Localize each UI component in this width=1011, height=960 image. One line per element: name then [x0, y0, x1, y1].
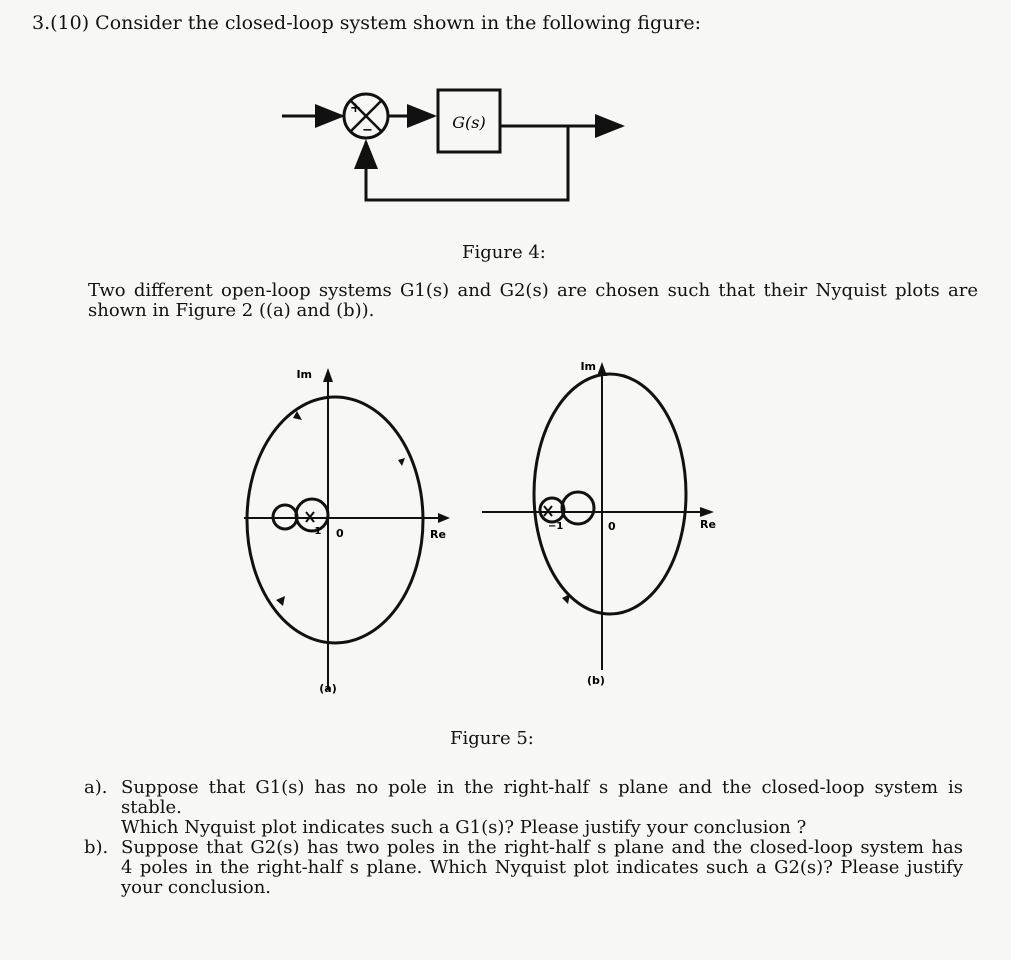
nyquist-loop-medium: [562, 492, 594, 524]
block-diagram: [270, 80, 640, 210]
curve-arrowhead-lower: [276, 596, 285, 606]
question-b-line-2: 4 poles in the right-half s plane. Which Nyquist plot indicates such a G2(s)? Please justify: [121, 857, 963, 878]
intro-paragraph: [88, 281, 978, 321]
im-label: Im: [580, 360, 596, 373]
real-axis-arrowhead: [438, 513, 450, 523]
im-label: Im: [296, 368, 312, 381]
curve-arrowhead-lower: [562, 594, 570, 604]
intro-line-2: shown in Figure 2 ((a) and (b)).: [88, 300, 375, 321]
feedback-path: [366, 126, 568, 200]
nyquist-loop-small: [540, 498, 564, 522]
re-label: Re: [430, 528, 446, 541]
summing-junction: [344, 94, 388, 138]
question-b-label: b).: [84, 837, 109, 858]
real-axis-arrowhead: [700, 507, 714, 517]
question-a-line-1: Suppose that G1(s) has no pole in the right-half s plane and the closed-loop system is stable.: [121, 777, 963, 818]
question-b-line-3: your conclusion.: [121, 877, 272, 898]
intro-line-1: Two different open-loop systems G1(s) and G2(s) are chosen such that their Nyquist plots are: [88, 280, 978, 301]
plot-caption: (a): [319, 682, 337, 695]
minus-one-label: −1: [306, 526, 322, 537]
block-label: G(s): [452, 113, 486, 132]
nyquist-curve-outer: [534, 374, 686, 614]
curve-arrowhead-right: [398, 458, 405, 466]
re-label: Re: [700, 518, 716, 531]
zero-label: 0: [608, 520, 616, 533]
minus-sign: −: [362, 123, 373, 138]
zero-label: 0: [336, 527, 344, 540]
question-b-line-1: Suppose that G2(s) has two poles in the right-half s plane and the closed-loop system has: [121, 837, 963, 858]
question-a-line-2: Which Nyquist plot indicates such a G1(s)? Please justify your conclusion ?: [121, 817, 807, 838]
plus-sign: +: [350, 101, 361, 116]
imag-axis-arrowhead: [323, 368, 333, 382]
plot-caption: (b): [587, 674, 605, 687]
figure5-caption: Figure 5:: [450, 728, 534, 749]
minus-one-label: −1: [548, 521, 564, 532]
nyquist-plot-b: [478, 352, 738, 692]
figure4-caption: Figure 4:: [462, 242, 546, 263]
problem-header: 3.(10) Consider the closed-loop system shown in the following figure:: [32, 12, 702, 34]
question-a-label: a).: [84, 777, 108, 798]
nyquist-plot-a: [238, 360, 458, 700]
